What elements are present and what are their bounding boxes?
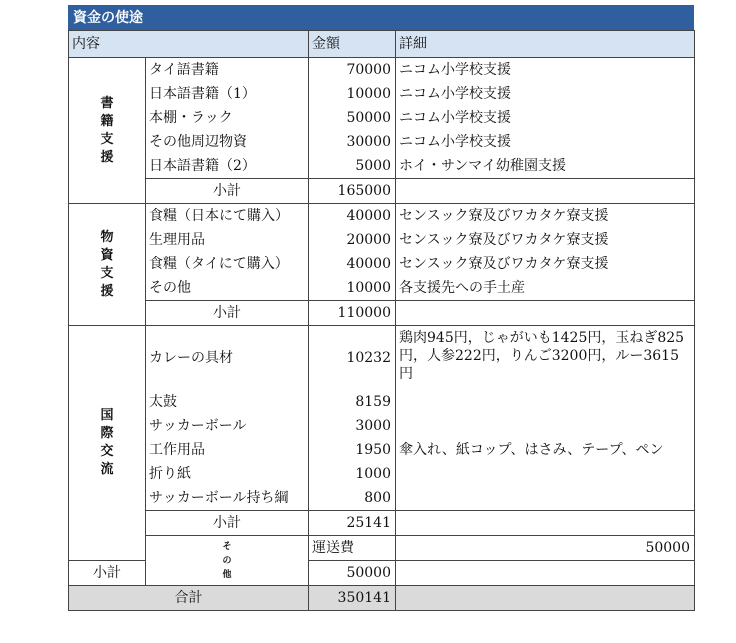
item-amount: 50000	[396, 536, 695, 561]
item-amount: 40000	[309, 252, 396, 276]
item-detail	[396, 414, 695, 438]
subtotal-detail	[396, 511, 695, 536]
item-amount: 30000	[309, 130, 396, 154]
item-name: その他周辺物資	[146, 130, 309, 154]
item-amount: 50000	[309, 106, 396, 130]
funds-table	[68, 30, 695, 611]
category-other: そ の 他	[146, 536, 309, 586]
item-name: 太鼓	[146, 390, 309, 414]
item-amount: 10000	[309, 276, 396, 301]
header-content: 内容	[69, 31, 309, 58]
subtotal-detail	[396, 561, 695, 586]
item-amount: 1000	[309, 462, 396, 486]
table-row	[69, 204, 695, 229]
item-detail: ホイ・サンマイ幼稚園支援	[396, 154, 695, 179]
item-name: 日本語書籍（1）	[146, 82, 309, 106]
subtotal-row	[69, 301, 695, 326]
table-row	[69, 106, 695, 130]
item-detail: ニコム小学校支援	[396, 58, 695, 83]
grand-total-amount: 350141	[309, 586, 396, 611]
item-detail: 各支援先への手土産	[396, 276, 695, 301]
item-amount: 10232	[309, 326, 396, 391]
item-name: 工作用品	[146, 438, 309, 462]
item-name: 生理用品	[146, 228, 309, 252]
item-name: サッカーボール持ち綱	[146, 486, 309, 511]
subtotal-row	[69, 511, 695, 536]
table-row	[69, 390, 695, 414]
item-amount: 40000	[309, 204, 396, 229]
table-row	[69, 438, 695, 462]
item-detail: センスック寮及びワカタケ寮支援	[396, 252, 695, 276]
table-row	[69, 326, 695, 391]
table-row	[69, 486, 695, 511]
item-name: その他	[146, 276, 309, 301]
item-detail	[396, 486, 695, 511]
item-detail: センスック寮及びワカタケ寮支援	[396, 204, 695, 229]
item-amount: 8159	[309, 390, 396, 414]
subtotal-amount: 50000	[309, 561, 396, 586]
item-name: 運送費	[309, 536, 396, 561]
subtotal-label: 小計	[146, 179, 309, 204]
grand-total-row	[69, 586, 695, 611]
item-name: カレーの具材	[146, 326, 309, 391]
subtotal-row	[69, 179, 695, 204]
item-name: 食糧（日本にて購入）	[146, 204, 309, 229]
item-name: サッカーボール	[146, 414, 309, 438]
item-name: 本棚・ラック	[146, 106, 309, 130]
subtotal-amount: 25141	[309, 511, 396, 536]
category-supplies: 物 資 支 援	[69, 204, 146, 326]
sheet-title: 資金の使途	[68, 5, 694, 30]
item-detail: センスック寮及びワカタケ寮支援	[396, 228, 695, 252]
subtotal-label: 小計	[146, 511, 309, 536]
category-books: 書 籍 支 援	[69, 58, 146, 204]
item-detail: ニコム小学校支援	[396, 82, 695, 106]
item-detail: ニコム小学校支援	[396, 106, 695, 130]
table-row	[69, 228, 695, 252]
item-amount: 800	[309, 486, 396, 511]
header-amount: 金額	[309, 31, 396, 58]
item-amount: 1950	[309, 438, 396, 462]
header-detail: 詳細	[396, 31, 695, 58]
subtotal-label: 小計	[146, 301, 309, 326]
table-row	[69, 82, 695, 106]
item-amount: 5000	[309, 154, 396, 179]
table-row	[69, 276, 695, 301]
item-amount: 70000	[309, 58, 396, 83]
table-row	[69, 462, 695, 486]
item-name: 日本語書籍（2）	[146, 154, 309, 179]
item-amount: 20000	[309, 228, 396, 252]
subtotal-detail	[396, 301, 695, 326]
category-exchange: 国 際 交 流	[69, 326, 146, 561]
subtotal-detail	[396, 179, 695, 204]
table-row	[69, 130, 695, 154]
table-row	[69, 414, 695, 438]
item-detail: ニコム小学校支援	[396, 130, 695, 154]
item-detail: 鶏肉945円，じゃがいも1425円，玉ねぎ825円，人参222円，りんご3200円，ルー3615円	[396, 326, 695, 391]
item-amount: 3000	[309, 414, 396, 438]
header-row	[69, 31, 695, 58]
item-detail: 傘入れ、紙コップ、はさみ、テープ、ペン	[396, 438, 695, 462]
item-amount: 10000	[309, 82, 396, 106]
table-row	[69, 536, 695, 561]
table-row	[69, 252, 695, 276]
table-row	[69, 154, 695, 179]
item-detail	[396, 462, 695, 486]
item-detail	[396, 390, 695, 414]
grand-total-label: 合計	[69, 586, 309, 611]
grand-total-detail	[396, 586, 695, 611]
subtotal-amount: 165000	[309, 179, 396, 204]
table-row	[69, 58, 695, 83]
subtotal-amount: 110000	[309, 301, 396, 326]
item-name: 折り紙	[146, 462, 309, 486]
subtotal-label: 小計	[69, 561, 146, 586]
item-name: タイ語書籍	[146, 58, 309, 83]
funds-usage-sheet	[68, 5, 694, 611]
item-name: 食糧（タイにて購入）	[146, 252, 309, 276]
